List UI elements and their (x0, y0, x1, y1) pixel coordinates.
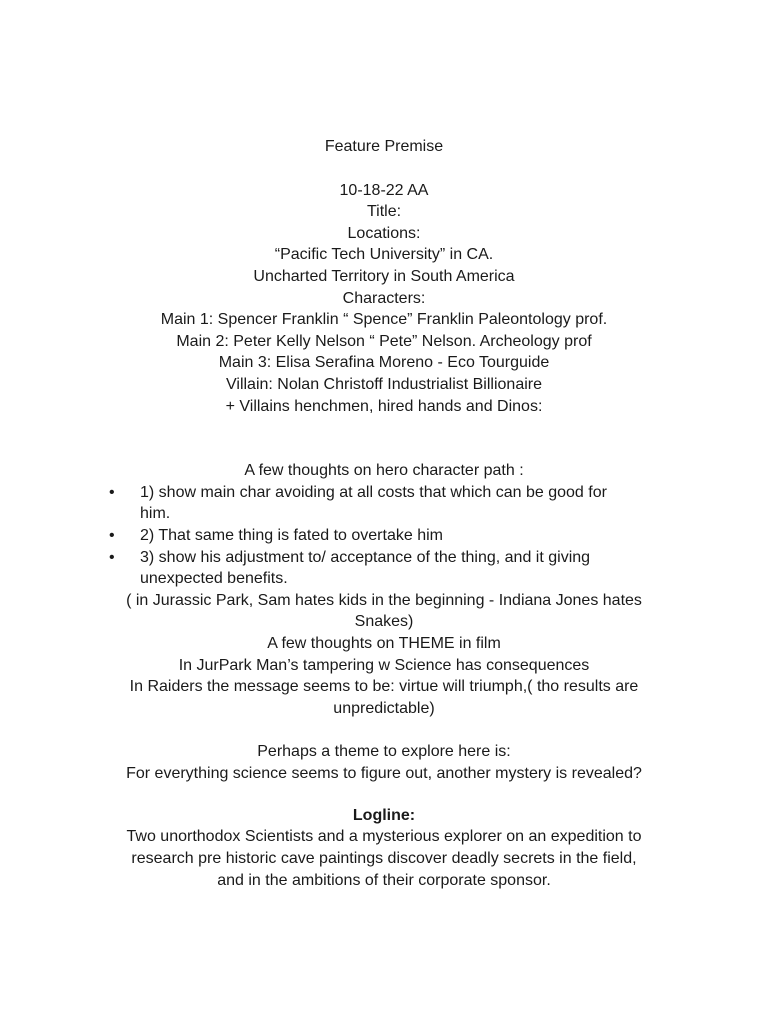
character-main-2: Main 2: Peter Kelly Nelson “ Pete” Nelson. Archeology prof (176, 333, 592, 350)
bullet-2: 2) That same thing is fated to overtake him (140, 527, 443, 544)
locations-label: Locations: (347, 225, 421, 242)
characters-label: Characters: (342, 290, 426, 307)
character-henchmen: + Villains henchmen, hired hands and Dinos: (225, 398, 543, 415)
example-line-2: Snakes) (354, 613, 414, 630)
theme-heading: A few thoughts on THEME in film (267, 635, 501, 652)
bullet-marker: • (109, 484, 115, 501)
bullet-marker: • (109, 527, 115, 544)
example-line-1: ( in Jurassic Park, Sam hates kids in the beginning - Indiana Jones hates (126, 592, 642, 609)
title-label: Title: (366, 203, 402, 220)
bullet-1-line-2: him. (140, 505, 171, 522)
logline-line-3: and in the ambitions of their corporate sponsor. (217, 872, 551, 889)
explore-line-2: For everything science seems to figure out, another mystery is revealed? (126, 765, 642, 782)
character-villain: Villain: Nolan Christoff Industrialist Billionaire (226, 376, 542, 393)
doc-date: 10-18-22 AA (339, 182, 429, 199)
bullet-marker: • (109, 549, 115, 566)
character-main-3: Main 3: Elisa Serafina Moreno - Eco Tourguide (218, 354, 550, 371)
logline-line-2: research pre historic cave paintings discover deadly secrets in the field, (131, 850, 637, 867)
doc-heading: Feature Premise (324, 138, 444, 155)
theme-jurassic-park: In JurPark Man’s tampering w Science has consequences (178, 657, 590, 674)
hero-path-heading: A few thoughts on hero character path : (244, 462, 524, 479)
bullet-1-line-1: 1) show main char avoiding at all costs that which can be good for (140, 484, 607, 501)
logline-line-1: Two unorthodox Scientists and a mysterious explorer on an expedition to (126, 828, 642, 845)
location-1: “Pacific Tech University” in CA. (274, 246, 494, 263)
explore-line-1: Perhaps a theme to explore here is: (257, 743, 511, 760)
bullet-3-line-1: 3) show his adjustment to/ acceptance of the thing, and it giving (140, 549, 591, 566)
logline-label: Logline: (352, 807, 416, 824)
location-2: Uncharted Territory in South America (253, 268, 515, 285)
theme-raiders-line-1: In Raiders the message seems to be: virtue will triumph,( tho results are (129, 678, 639, 695)
character-main-1: Main 1: Spencer Franklin “ Spence” Franklin Paleontology prof. (160, 311, 608, 328)
theme-raiders-line-2: unpredictable) (333, 700, 435, 717)
bullet-3-line-2: unexpected benefits. (140, 570, 288, 587)
